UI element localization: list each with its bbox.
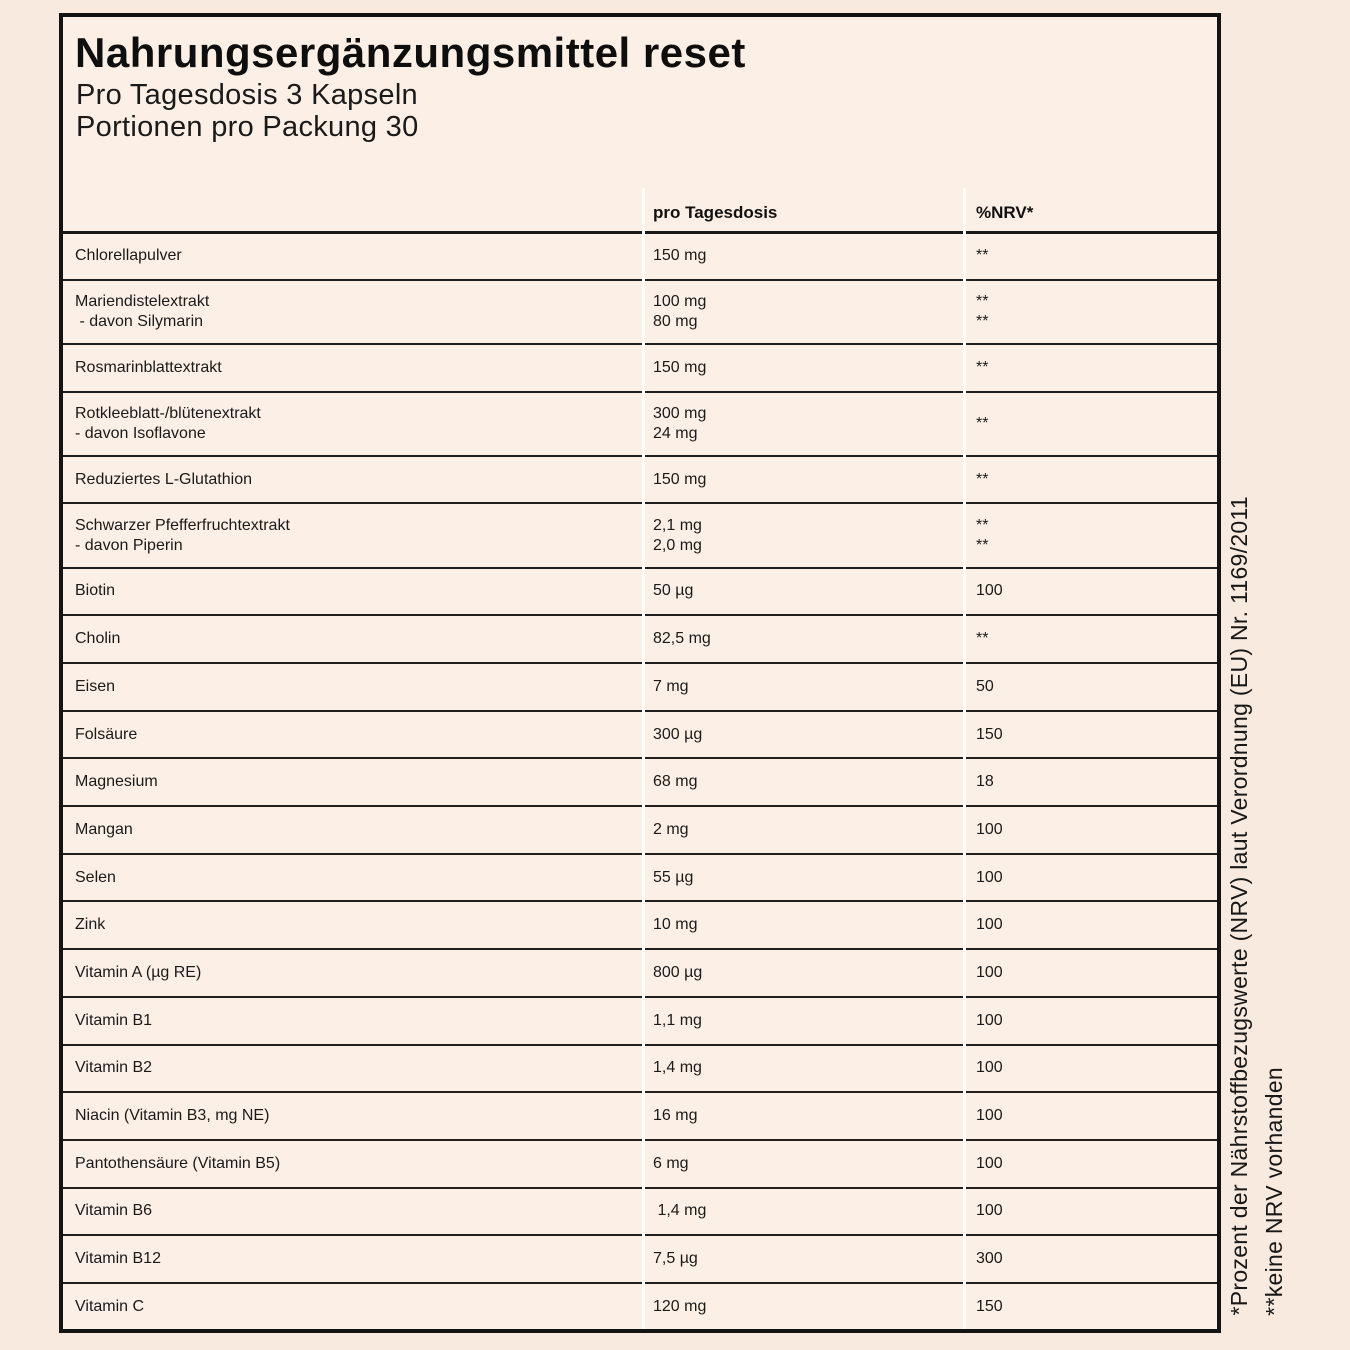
serving-size-line: Pro Tagesdosis 3 Kapseln bbox=[76, 79, 418, 111]
row-nrv: 300 bbox=[976, 1250, 1003, 1268]
table-row bbox=[63, 1188, 1217, 1236]
table-row bbox=[63, 711, 1217, 759]
row-nrv: 150 bbox=[976, 725, 1003, 743]
table-row bbox=[63, 1140, 1217, 1188]
row-amount: 800 µg bbox=[653, 963, 703, 981]
row-nrv: ** bbox=[976, 414, 989, 432]
row-ingredient: Rotkleeblatt-/blütenextrakt - davon Isoflavone bbox=[75, 404, 261, 442]
product-title: Nahrungsergänzungsmittel reset bbox=[75, 29, 746, 76]
table-row bbox=[63, 280, 1217, 344]
row-nrv: 100 bbox=[976, 1107, 1003, 1125]
table-row bbox=[63, 663, 1217, 711]
row-amount: 68 mg bbox=[653, 773, 698, 791]
column-divider-1 bbox=[642, 188, 645, 1329]
table-row bbox=[63, 997, 1217, 1045]
nutrition-table bbox=[63, 188, 1217, 1331]
row-ingredient: Zink bbox=[75, 916, 106, 934]
row-ingredient: Mangan bbox=[75, 820, 133, 838]
row-amount: 150 mg bbox=[653, 247, 707, 265]
row-amount: 6 mg bbox=[653, 1154, 689, 1172]
row-ingredient: Reduziertes L-Glutathion bbox=[75, 470, 252, 488]
footnote-no-nrv: **keine NRV vorhanden bbox=[1261, 1067, 1287, 1316]
row-nrv: ** ** bbox=[976, 516, 989, 554]
row-ingredient: Selen bbox=[75, 868, 116, 886]
row-amount: 2,1 mg 2,0 mg bbox=[653, 516, 702, 554]
table-row bbox=[63, 568, 1217, 616]
row-amount: 10 mg bbox=[653, 916, 698, 934]
row-nrv: ** bbox=[976, 247, 989, 265]
row-amount: 16 mg bbox=[653, 1107, 698, 1125]
row-ingredient: Vitamin B1 bbox=[75, 1011, 153, 1029]
table-header-row bbox=[63, 188, 1217, 232]
row-nrv: 100 bbox=[976, 1154, 1003, 1172]
row-amount: 100 mg 80 mg bbox=[653, 292, 707, 330]
row-amount: 7 mg bbox=[653, 677, 689, 695]
row-ingredient: Folsäure bbox=[75, 725, 138, 743]
row-amount: 1,4 mg bbox=[653, 1059, 702, 1077]
row-nrv: ** ** bbox=[976, 292, 989, 330]
table-row bbox=[63, 949, 1217, 997]
table-row bbox=[63, 344, 1217, 392]
row-nrv: 100 bbox=[976, 963, 1003, 981]
row-ingredient: Biotin bbox=[75, 582, 116, 600]
row-ingredient: Niacin (Vitamin B3, mg NE) bbox=[75, 1107, 270, 1125]
row-ingredient: Vitamin B12 bbox=[75, 1250, 161, 1268]
row-amount: 1,1 mg bbox=[653, 1011, 702, 1029]
row-ingredient: Magnesium bbox=[75, 773, 158, 791]
row-amount: 150 mg bbox=[653, 358, 707, 376]
row-ingredient: Mariendistelextrakt - davon Silymarin bbox=[75, 292, 210, 330]
col-nrv-header: %NRV* bbox=[976, 202, 1034, 222]
table-row bbox=[63, 456, 1217, 504]
table-row bbox=[63, 1045, 1217, 1093]
row-ingredient: Cholin bbox=[75, 630, 121, 648]
servings-per-pack-line: Portionen pro Packung 30 bbox=[76, 111, 419, 143]
table-row bbox=[63, 1283, 1217, 1331]
row-ingredient: Schwarzer Pfefferfruchtextrakt - davon Piperin bbox=[75, 516, 290, 554]
row-ingredient: Eisen bbox=[75, 677, 116, 695]
row-amount: 300 mg 24 mg bbox=[653, 404, 707, 442]
row-nrv: ** bbox=[976, 630, 989, 648]
col-ingredient-header bbox=[63, 188, 643, 232]
facts-panel bbox=[59, 13, 1221, 1333]
table-row bbox=[63, 232, 1217, 280]
row-amount: 120 mg bbox=[653, 1298, 707, 1316]
row-nrv: ** bbox=[976, 358, 989, 376]
row-ingredient: Rosmarinblattextrakt bbox=[75, 358, 222, 376]
row-amount: 2 mg bbox=[653, 820, 689, 838]
table-row bbox=[63, 854, 1217, 902]
row-amount: 82,5 mg bbox=[653, 630, 711, 648]
row-ingredient: Vitamin A (µg RE) bbox=[75, 963, 202, 981]
table-row bbox=[63, 1092, 1217, 1140]
row-nrv: 100 bbox=[976, 868, 1003, 886]
row-ingredient: Vitamin C bbox=[75, 1298, 145, 1316]
table-row bbox=[63, 392, 1217, 456]
row-nrv: 18 bbox=[976, 773, 994, 791]
row-amount: 150 mg bbox=[653, 470, 707, 488]
table-row bbox=[63, 901, 1217, 949]
footnote-nrv-regulation: *Prozent der Nährstoffbezugswerte (NRV) laut Verordnung (EU) Nr. 1169/2011 bbox=[1226, 496, 1252, 1316]
table-row bbox=[63, 806, 1217, 854]
table-row bbox=[63, 503, 1217, 567]
row-nrv: 100 bbox=[976, 1202, 1003, 1220]
row-nrv: ** bbox=[976, 470, 989, 488]
row-ingredient: Pantothensäure (Vitamin B5) bbox=[75, 1154, 281, 1172]
row-nrv: 150 bbox=[976, 1298, 1003, 1316]
row-nrv: 50 bbox=[976, 677, 994, 695]
column-divider-2 bbox=[963, 188, 966, 1329]
row-amount: 300 µg bbox=[653, 725, 703, 743]
table-row bbox=[63, 615, 1217, 663]
row-amount: 55 µg bbox=[653, 868, 694, 886]
row-nrv: 100 bbox=[976, 916, 1003, 934]
col-amount-header: pro Tagesdosis bbox=[653, 202, 778, 222]
row-nrv: 100 bbox=[976, 1011, 1003, 1029]
row-ingredient: Vitamin B2 bbox=[75, 1059, 153, 1077]
table-row bbox=[63, 1235, 1217, 1283]
row-nrv: 100 bbox=[976, 1059, 1003, 1077]
row-amount: 50 µg bbox=[653, 582, 694, 600]
row-amount: 1,4 mg bbox=[653, 1202, 707, 1220]
row-amount: 7,5 µg bbox=[653, 1250, 698, 1268]
row-nrv: 100 bbox=[976, 820, 1003, 838]
row-ingredient: Chlorellapulver bbox=[75, 247, 182, 265]
row-ingredient: Vitamin B6 bbox=[75, 1202, 153, 1220]
row-nrv: 100 bbox=[976, 582, 1003, 600]
table-row bbox=[63, 758, 1217, 806]
